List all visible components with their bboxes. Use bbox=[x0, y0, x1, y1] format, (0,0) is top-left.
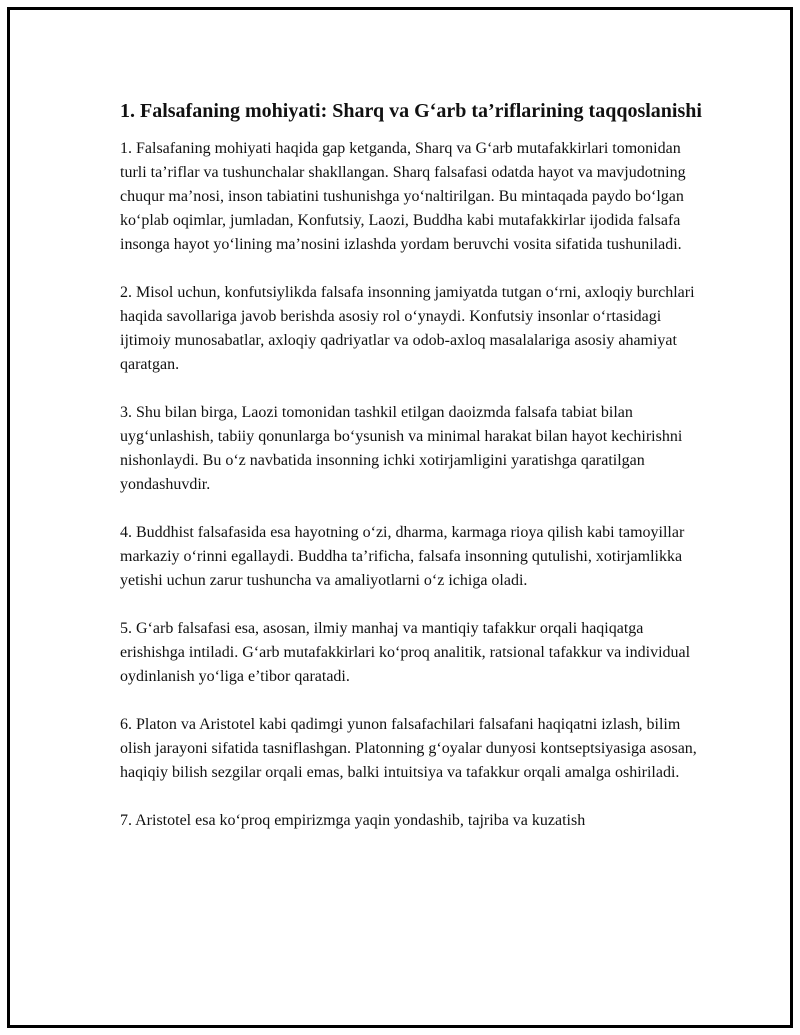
paragraph-3: 3. Shu bilan birga, Laozi tomonidan tashkil etilgan daoizmda falsafa tabiat bilan uyg‘unlashish, tabiiy qonunlarga bo‘ysunish va minimal harakat bilan hayot kechirishni nishonlaydi. Bu o‘z navbatida insonning ichki xotirjamligini yaratishga qaratilgan yondashuvdir. bbox=[120, 404, 683, 493]
paragraph-2: 2. Misol uchun, konfutsiylikda falsafa insonning jamiyatda tutgan o‘rni, axloqiy burchlari haqida savollariga javob berishda asosiy rol o‘ynaydi. Konfutsiy insonlar o‘rtasidagi ijtimoiy munosabatlar, axloqiy qadriyatlar va odob-axloq masalalariga asosiy ahamiyat qaratgan. bbox=[120, 284, 695, 373]
document-title: 1. Falsafaning mohiyati: Sharq va G‘arb ta’riflarining taqqoslanishi bbox=[120, 100, 702, 122]
paragraph-4: 4. Buddhist falsafasida esa hayotning o‘zi, dharma, karmaga rioya qilish kabi tamoyillar markaziy o‘rinni egallaydi. Buddha ta’rificha, falsafa insonning qutulishi, xotirjamlikka yetishi uchun zarur tushuncha va amaliyotlarni o‘z ichiga oladi. bbox=[120, 524, 685, 589]
paragraph-6: 6. Platon va Aristotel kabi qadimgi yunon falsafachilari falsafani haqiqatni izlash, bilim olish jarayoni sifatida tasniflashgan. Platonning g‘oyalar dunyosi kontseptsiyasiga asosan, haqiqiy bilish sezgilar orqali emas, balki intuitsiya va tafakkur orqali amalga oshiriladi. bbox=[120, 716, 697, 781]
page-frame bbox=[7, 7, 793, 1028]
paragraph-5: 5. G‘arb falsafasi esa, asosan, ilmiy manhaj va mantiqiy tafakkur orqali haqiqatga erishishga intiladi. G‘arb mutafakkirlari ko‘proq analitik, ratsional tafakkur va individual oydinlanish yo‘liga e’tibor qaratadi. bbox=[120, 620, 691, 685]
paragraph-7: 7. Aristotel esa ko‘proq empirizmga yaqin yondashib, tajriba va kuzatish bbox=[120, 812, 586, 829]
paragraph-1: 1. Falsafaning mohiyati haqida gap ketganda, Sharq va G‘arb mutafakkirlari tomonidan turli ta’riflar va tushunchalar shakllangan. Sharq falsafasi odatda hayot va mavjudotning chuqur ma’nosi, inson tabiatini tushunishga yo‘naltirilgan. Bu mintaqada paydo bo‘lgan ko‘plab oqimlar, jumladan, Konfutsiy, Laozi, Buddha kabi mutafakkirlar ijodida falsafa insonga hayot yo‘lining ma’nosini izlashda yordam beruvchi vosita sifatida tushuniladi. bbox=[120, 140, 686, 253]
document-body bbox=[120, 98, 710, 857]
